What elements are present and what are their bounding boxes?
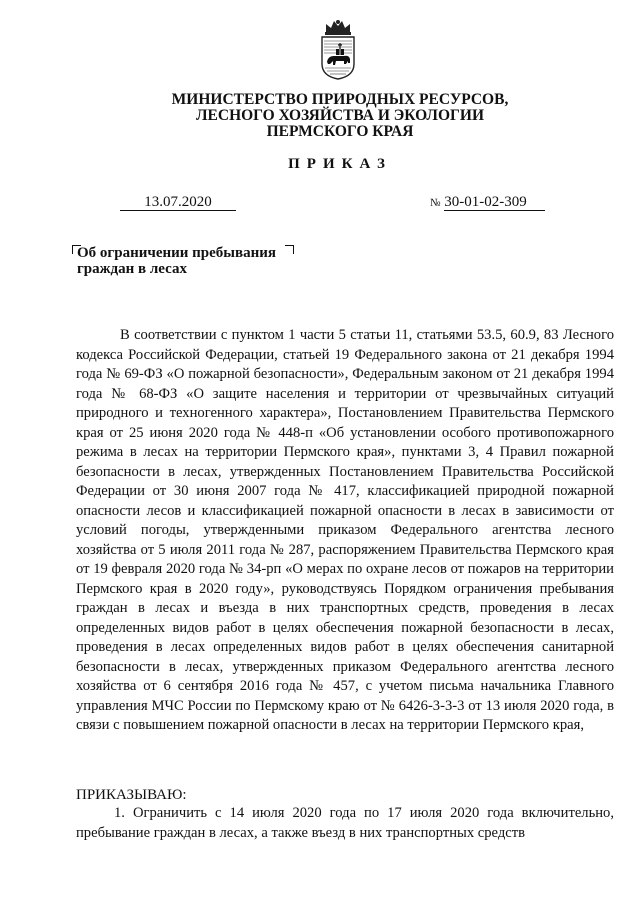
document-type-title: ПРИКАЗ — [288, 156, 392, 172]
ministry-name-line3: ПЕРМСКОГО КРАЯ — [266, 123, 414, 140]
coat-of-arms-icon — [318, 18, 358, 80]
subject-bracket-right — [285, 245, 294, 254]
ministry-name-line2: ЛЕСНОГО ХОЗЯЙСТВА И ЭКОЛОГИИ — [195, 107, 485, 124]
order-subject-line1: Об ограничении пребывания — [77, 245, 277, 261]
order-subject — [77, 245, 276, 277]
preamble-paragraph: В соответствии с пунктом 1 части 5 статьи 11, статьями 53.5, 60.9, 83 Лесного кодекса Российской Федерации, статьей 19 Федерального закона от 21 декабря 1994 года № 69-ФЗ «О пожарной безопасности», Федеральным законом от 21 декабря 1994 года № 68-ФЗ «О защите населения и территории от чрезвычайных ситуаций природного и техногенного характера», Постановлением Правительства Пермского края от 25 июня 2020 года № 448-п «Об установлении особого противопожарного режима в лесах на территории Пермского края», пунктами 3, 4 Правил пожарной безопасности в лесах, утвержденных Постановлением Правительства Российской Федерации от 30 июня 2007 года № 417, классификацией природной пожарной опасности лесов и классификацией пожарной опасности в лесах в зависимости от условий погоды, утвержденными приказом Федерального агентства лесного хозяйства от 5 июля 2011 года № 287, распоряжением Правительства Пермского края от 19 февраля 2020 года № 34-рп «О мерах по охране лесов от пожаров на территории Пермского края в 2020 году», руководствуясь Порядком ограничения пребывания граждан в лесах и въезда в них транспортных средств, проведения в лесах определенных видов работ в целях обеспечения пожарной безопасности в лесах, проведения в лесах определенных видов работ в целях обеспечения санитарной безопасности в лесах, утвержденных приказом Федерального агентства лесного хозяйства от 6 сентября 2016 года № 457, с учетом письма начальника Главного управления МЧС России по Пермскому краю от № 6426-3-3-3 от 13 июля 2020 года, в связи с повышением пожарной опасности в лесах на территории Пермского края, — [76, 327, 614, 733]
ministry-name-line1: МИНИСТЕРСТВО ПРИРОДНЫХ РЕСУРСОВ, — [171, 91, 509, 108]
order-directive-word: ПРИКАЗЫВАЮ: — [76, 787, 187, 803]
order-number-value: 30-01-02-309 — [444, 195, 545, 211]
order-subject-line2: граждан в лесах — [77, 261, 187, 277]
order-date: 13.07.2020 — [120, 195, 236, 211]
number-sign: № — [430, 197, 441, 209]
order-item-1: 1. Ограничить с 14 июля 2020 года по 17 июля 2020 года включительно, пребывание граждан в лесах, а также въезд в них транспортных средств — [76, 805, 614, 841]
order-number — [430, 195, 560, 211]
